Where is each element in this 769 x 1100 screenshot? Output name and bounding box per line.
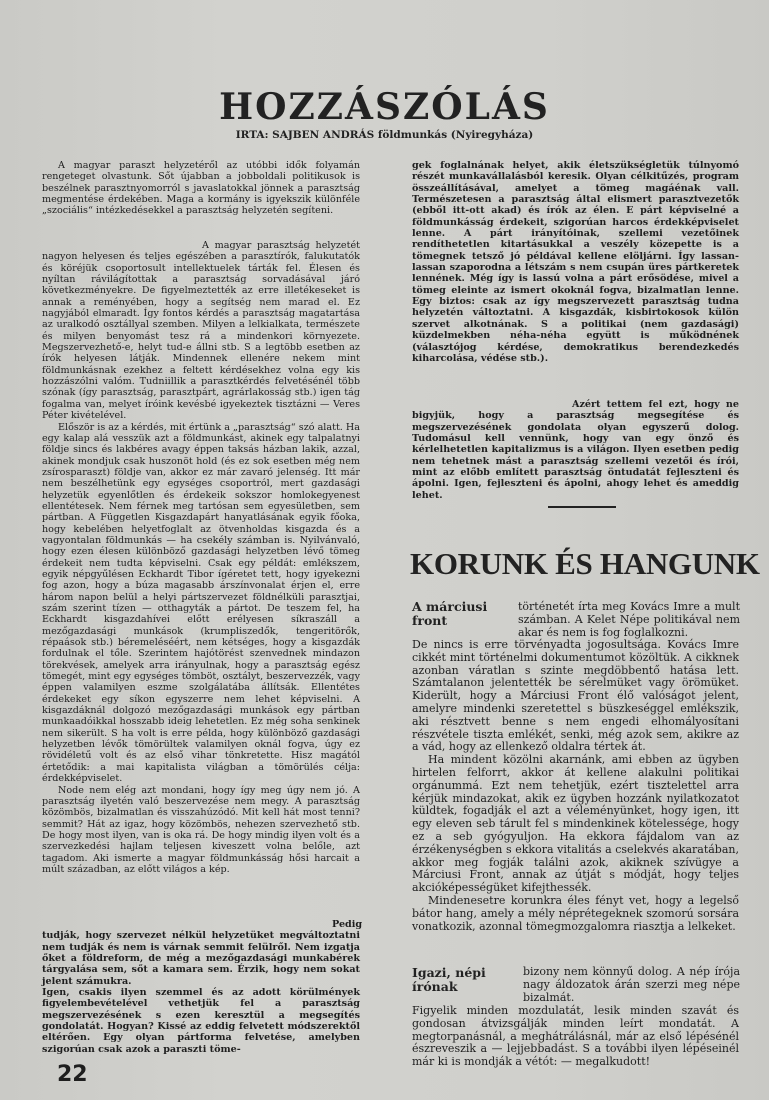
left-column (42, 160, 360, 217)
paragraph: történetét írta meg Kovács Imre a mult számban. A Kelet Népe politikával nem akar és nem is fog foglalkozni. (518, 600, 740, 639)
heading-line: írónak (412, 979, 458, 994)
paragraph: Pedig tudják, hogy szervezet nélkül helyzetüket megváltoztatni nem tudják és nem is várnak semmit felülről. Nem izgatja őket a földreform, de még a mezőgazdasági munkabérek tárgyalása sem, sőt a kamara sem. Érzik, hogy nem sokat jelent számukra. (42, 919, 363, 987)
paragraph: bizony nem könnyű dolog. A nép írója nagy áldozatok árán szerzi meg népe bizalmát. (523, 965, 740, 1004)
left-column-block-2 (42, 240, 360, 875)
heading-line: front (412, 613, 448, 628)
paragraph: gek foglalnának helyet, akik életszükségletük túlnyomó részét munkavállalásból keresik. Olyan célkitűzés, program összeállításával, amelyet a tömeg magáénak vall. Természetesen a parasztság által elismert parasztvezetők (ebből itt-ott akad) és írók az élen. E párt képviselné a földmunkásság érdekeit, szigorúan harcos érdekképviselet lenne. A párt irányítóinak, szellemi vezetőinek rendíthetetlen kitartásukkal a veszély közepette is a tömegnek tetsző jó példával kellene elöljárni. Így lassan-lassan szaporodna a létszám s nem csupán üres pártkeretek lennének. Még így is lassú volna a párt erősödése, mivel a tömeg eleinte az ismert okoknál fogva, bizalmatlan lenne. Egy biztos: csak az így megszervezett parasztság tudna helyzetén változtatni. A kisgazdák, kisbirtokosok külön szervet alkotnának. S a politikai (nem gazdasági) küzdelmekben néha-néha együtt is működnének (választójog kérdése, demokratikus berendezkedés kiharcolása, védése stb.). (412, 160, 739, 364)
item-lead-igazi-nepi-ironak (523, 966, 740, 1004)
article-title: HOZZÁSZÓLÁS (219, 86, 550, 128)
item-body-igazi-nepi-ironak (412, 1005, 739, 1069)
paragraph: Mindenesetre korunkra éles fényt vet, hogy a legelső bátor hang, amely a mély néprétegeknek szomorú sorsára vonatkozik, azonnal tömegmozgalomra riasztja a lelkeket. (412, 893, 739, 933)
paragraph: A magyar paraszt helyzetéről az utóbbi idők folyamán rengeteget olvastunk. Sőt újabban a jobboldali politikusok is beszélnek parasztnyomorról s javaslatokkal jönnek a parasztság megmentése érdekében. Maga a kormány is igyekszik különféle „szociális“ intézkedésekkel a parasztság helyzetén segíteni. (42, 160, 360, 217)
section-title: KORUNK ÉS HANGUNK (410, 546, 760, 581)
paragraph: Igen, csakis ilyen szemmel és az adott körülmények figyelembevételével vethetjük fel a parasztság megszervezésének s ezen keresztül a megsegítés gondolatát. Hogyan? Kissé az eddig felvetett módszerektől eltérően. Egy olyan pártforma felvetése, amelyben szigorúan csak azok a paraszti töme- (42, 987, 360, 1055)
item-lead-marciusi-front (518, 601, 740, 639)
paragraph: Ha mindent közölni akarnánk, ami ebben az ügyben hirtelen felforrt, akkor át kellene alakulni politikai orgánummá. Ezt nem tehetjük, ezért tisztelettel arra kérjük mindazokat, akik ez ügyben hozzánk nyilatkozatot küldtek, fogadják el azt a véleményünket, hogy igen, itt egy eleven seb tárult fel s mindenkinek kötelessége, hogy ez a seb gyógyuljon. Ha ekkora fájdalom van az érzékenységben s ekkora vitalitás a cselekvés akaratában, akkor meg fogják találni azok, akiknek szívügye a Márciusi Front, annak az útját s módját, hogy teljes akcióképességüket kifejthessék. (412, 753, 739, 895)
paragraph: A magyar parasztság helyzetét nagyon helyesen és teljes egészében a parasztírók, falukutatók és köréjük csoportosult intellektuelek tárták fel. Élesen és nyíltan rávilágítottak a parasztság sorvadásával járó következményekre. De figyelmeztették az erre illetékeseket is annak a reményében, hogy a segítség nem marad el. Ez nagyjából elmaradt. Így fontos kérdés a parasztság magatartása az uralkodó osztállyal szemben. Milyen a lelkialkata, természete és milyen benyomást tesz rá a mindenkori környezete. Megszervezhető-e, helyt tud-e állni stb. S a legtöbb esetben az írók helyesen látják. Mindennek ellenére nekem mint földmunkásnak ezekhez a feltett kérdésekhez volna egy kis hozzászólni valóm. Tudniillik a parasztkérdés felvetésénél több szónak (így parasztság, parasztpárt, agrárlakosság stb.) igen tág fogalma van, melyet íróink kevésbé igyekeztek tisztázni — Veres Péter kivételével. (42, 240, 360, 422)
item-body-marciusi-front (412, 639, 739, 933)
section-divider (548, 506, 616, 508)
left-column-block-3 (42, 919, 363, 987)
paragraph: Először is az a kérdés, mit értünk a „parasztság“ szó alatt. Ha egy kalap alá vesszük azt a földmunkást, akinek egy talpalatnyi földje sincs és lakbéres avagy éppen taksás házban lakik, azzal, akinek mondjuk csak huszonöt hold (és ez sok esetben még nem zsírosparaszt) földje van, akkor ez már zavaró jelenség. Itt már nem beszélhetünk egy egységes csoportról, mert gazdasági helyzetük egyenlőtlen és érdekeik sokszor homlokegyenest ellentétesek. Nem férnek meg tartósan sem egyesületben, sem pártban. A Független Kisgazdapárt hanyatlásának egyik főoka, hogy kebelében helyetfoglalt az ötvenholdas kisgazda és a vagyontalan földmunkás — ha csekély számban is. Nyilvánvaló, hogy ezen élesen különböző gazdasági helyzetben lévő tömeg érdekeit nem tudta képviselni. Csak egy példát: emlékszem, egyik népgyűlésen Eckhardt Tibor ígéretet tett, hogy igyekezni fog azon, hogy a búza magasabb árszínvonalat érjen el, erre három napon belül a helyi pártszervezet földnélküli parasztjai, szám szerint tízen — otthagyták a pártot. De teszem fel, ha Eckhardt kisgazdahívei előtt erélyesen síkraszáll a mezőgazdasági munkások (krumpliszedők, tengeritörők, répaások stb.) béremeléséért, nem kétséges, hogy a kisgazdák fordulnak el tőle. Szerintem hajótörést szenvednek mindazon törekvések, amelyek arra irányulnak, hogy a parasztság egész tömegét, mint egy egységes tömböt, osztályt, beszervezzék, vagy éppen valamilyen eszme szolgálatába állítsák. Ellentétes érdekeket egy síkon egyszerre nem lehet képviselni. A kisgazdáknál dolgozó mezőgazdasági munkások egy pártban munkaadóikkal hosszabb ideig lehetetlen. Ez még soha senkinek nem sikerült. S ha volt is erre példa, hogy különböző gazdasági helyzetben lévők tömörültek valamilyen oknál fogva, úgy ez rövidéletű volt és az első vihar tönkretette. Hisz magától értetődik: a mai kapitalista világban a tömörülés célja: érdekképviselet. (42, 421, 360, 785)
heading-line: Igazi, népi (412, 965, 486, 980)
item-heading-marciusi-front (412, 600, 487, 628)
article-byline: IRTA: SAJBEN ANDRÁS földmunkás (Nyiregyháza) (235, 129, 534, 141)
paragraph: De nincs is erre törvényadta jogosultsága. Kovács Imre cikkét mint történelmi dokumentumot közöltük. A cikknek azonban váratlan s szinte megdöbbentő hatása lett. Számtalanon jelentették be sérelmüket vagy örömüket. Kiderült, hogy a Márciusi Front élő valóságot jelent, amelyre mindenki szeretettel s büszkeséggel emlékszik, aki résztvett benne s nem engedi elhomályosítani részvétele tiszta emlékét, senki, még azok sem, akikre az a vád, hogy az ellenkező oldalra tértek át. (412, 638, 739, 754)
right-column-block-2 (412, 399, 739, 501)
heading-line: A márciusi (412, 599, 488, 614)
paragraph: Node nem elég azt mondani, hogy így meg úgy nem jó. A parasztság ilyetén való beszervezése nem megy. A parasztság közömbös, bizalmatlan és visszahúzódó. Mit kell hát most tenni? semmit? Hát az igaz, hogy közömbös, nehezen szervezhető stb. De hogy most ilyen, van is oka rá. De hogy mindig ilyen volt és a szervezkedési hajlam teljesen kiveszett volna belőle, azt tagadom. Aki ismerte a magyar földmunkásság hősi harcait a múlt században, az előtt világos a kép. (42, 784, 360, 875)
right-column (412, 160, 739, 364)
left-column-block-4 (42, 987, 360, 1055)
item-heading-igazi-nepi-ironak (412, 966, 486, 994)
paragraph: Figyelik minden mozdulatát, lesik minden szavát és gondosan átvizsgálják minden leírt mondatát. A megtorpanásnál, a meghátrálásnál, már az első lépésénél észreveszik a — lejjebbadást. S a további ilyen lépéseinél már ki is mondják a vétót: — megalkudott! (412, 1004, 739, 1069)
page-number: 22 (57, 1062, 88, 1087)
paragraph: Azért tettem fel ezt, hogy ne bigyjük, hogy a parasztság megsegítése és megszervezésének gondolata olyan egyszerű dolog. Tudomásul kell vennünk, hogy van egy önző és kérlelhetetlen kapitalizmus is a világon. Ilyen esetben pedig nem tehetnek mást a parasztság szellemi vezetői és írói, mint az előbb említett parasztság öntudatát fejleszteni és ápolni. Igen, fejleszteni és ápolni, ahogy lehet és ameddig lehet. (412, 399, 739, 501)
